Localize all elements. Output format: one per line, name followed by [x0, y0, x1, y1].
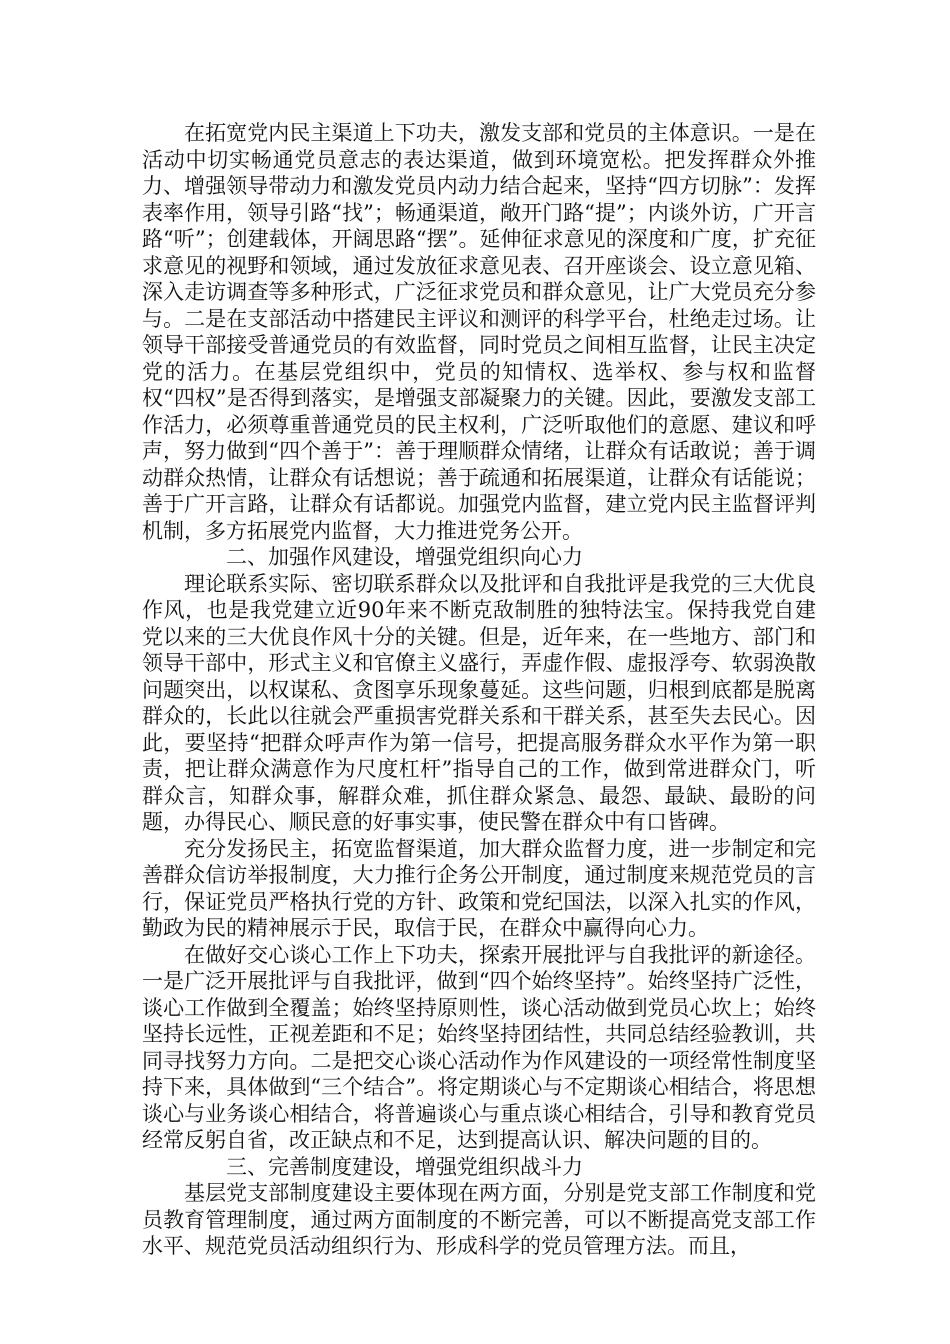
paragraph-branch-system-building: 基层党支部制度建设主要体现在两方面，分别是党支部工作制度和党员教育管理制度，通过两方面制度的不断完善，可以不断提高党支部工作水平、规范党员活动组织行为、形成科学的党员管理方法。而且， [142, 1181, 816, 1258]
paragraph-promote-democracy: 充分发扬民主，拓宽监督渠道，加大群众监督力度，进一步制定和完善群众信访举报制度，大力推行企务公开制度，通过制度来规范党员的言行，保证党员严格执行党的方针、政策和党纪国法，以深入扎实的作风，勤政为民的精神展示于民，取信于民，在群众中赢得向心力。 [142, 836, 816, 940]
section-heading-system-building: 三、完善制度建设，增强党组织战斗力 [226, 1154, 583, 1179]
paragraph-three-fine-styles: 理论联系实际、密切联系群众以及批评和自我批评是我党的三大优良作风，也是我党建立近90年来不断克敌制胜的独特法宝。保持我党自建党以来的三大优良作风十分的关键。但是，近年来，在一些地方、部门和领导干部中，形式主义和官僚主义盛行，弄虚作假、虚报浮夸、软弱涣散问题突出，以权谋私、贪图享乐现象蔓延。这些问题，归根到底都是脱离群众的，长此以往就会严重损害党群关系和干群关系，甚至失去民心。因此，要坚持“把群众呼声作为第一信号，把提高服务群众水平作为第一职责，把让群众满意作为尺度杠杆”指导自己的工作，做到常进群众门，听群众言，知群众事，解群众难，抓住群众紧急、最怨、最缺、最盼的问题，办得民心、顺民意的好事实事，使民警在群众中有口皆碑。 [142, 571, 816, 834]
paragraph-heart-to-heart-talks: 在做好交心谈心工作上下功夫，探索开展批评与自我批评的新途径。一是广泛开展批评与自我批评，做到“四个始终坚持”。始终坚持广泛性，谈心工作做到全覆盖；始终坚持原则性，谈心活动做到党员心坎上；始终坚持长远性，正视差距和不足；始终坚持团结性，共同总结经验教训，共同寻找努力方向。二是把交心谈心活动作为作风建设的一项经常性制度坚持下来，具体做到“三个结合”。将定期谈心与不定期谈心相结合，将思想谈心与业务谈心相结合，将普遍谈心与重点谈心相结合，引导和教育党员经常反躬自省，改正缺点和不足，达到提高认识、解决问题的目的。 [142, 942, 816, 1152]
section-heading-work-style: 二、加强作风建设，增强党组织向心力 [226, 545, 583, 569]
document-body [142, 120, 816, 1260]
paragraph-inner-party-democracy: 在拓宽党内民主渠道上下功夫，激发支部和党员的主体意识。一是在活动中切实畅通党员意志的表达渠道，做到环境宽松。把发挥群众外推力、增强领导带动力和激发党员内动力结合起来，坚持“四方切脉”：发挥表率作用，领导引路“找”；畅通渠道，敞开门路“提”；内谈外访，广开言路“听”；创建载体，开阔思路“摆”。延伸征求意见的深度和广度，扩充征求意见的视野和领域，通过发放征求意见表、召开座谈会、设立意见箱、深入走访调查等多种形式，广泛征求党员和群众意见，让广大党员充分参与。二是在支部活动中搭建民主评议和测评的科学平台，杜绝走过场。让领导干部接受普通党员的有效监督，同时党员之间相互监督，让民主决定党的活力。在基层党组织中，党员的知情权、选举权、参与权和监督权“四权”是否得到落实，是增强支部凝聚力的关键。因此，要激发支部工作活力，必须尊重普通党员的民主权利，广泛听取他们的意愿、建议和呼声，努力做到“四个善于”：善于理顺群众情绪，让群众有话敢说；善于调动群众热情，让群众有话想说；善于疏通和拓展渠道，让群众有话能说；善于广开言路，让群众有话都说。加强党内监督，建立党内民主监督评判机制，多方拓展党内监督，大力推进党务公开。 [142, 121, 816, 543]
